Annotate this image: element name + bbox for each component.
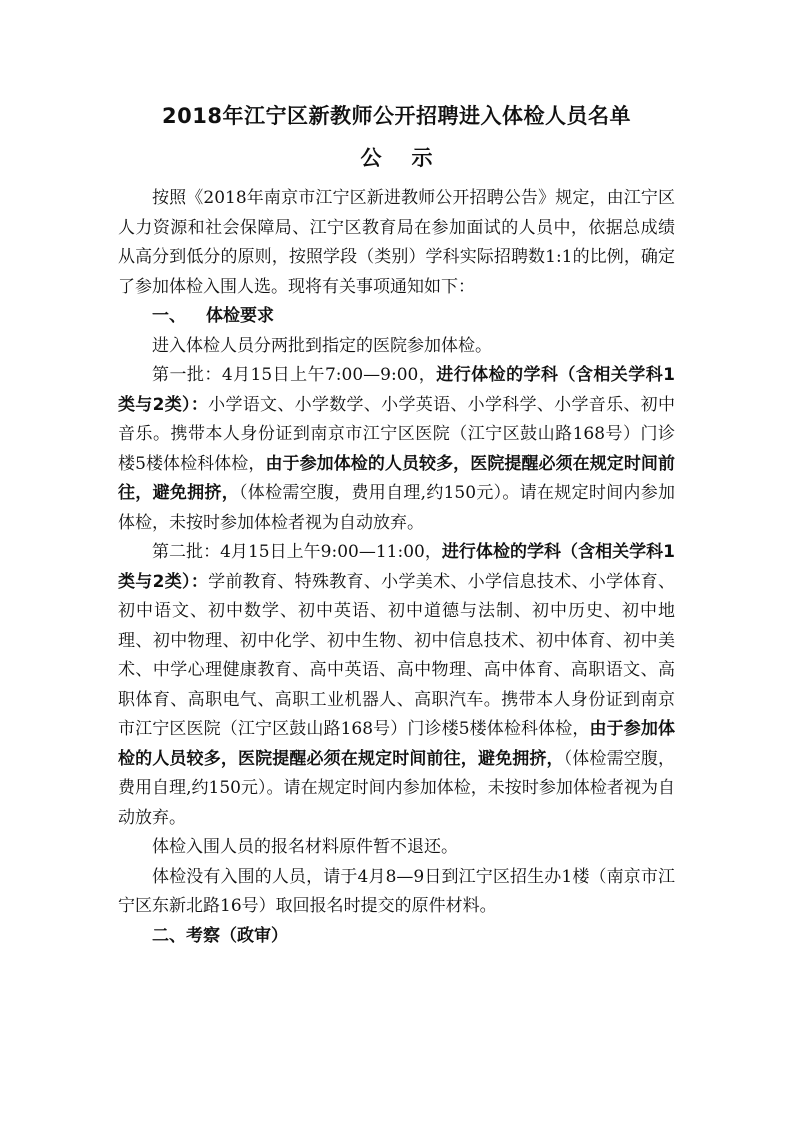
intro-paragraph: 按照《2018年南京市江宁区新进教师公开招聘公告》规定，由江宁区人力资源和社会保障局、江宁区教育局在参加面试的人员中，依据总成绩从高分到低分的原则，按照学段（类别）学科实际招聘数1:1的比例，确定了参加体检入围人选。现将有关事项通知如下： [118,188,675,297]
document-subtitle: 公示 [360,146,463,170]
section-heading-1 [118,302,675,332]
batch1-subjects-label: 进行体检的学科（含相关学科1类与2类）： [118,365,676,415]
batch2-paragraph [118,538,675,833]
batch2-notice: 由于参加体检的人员较多，医院提醒必须在规定时间前往，避免拥挤， [118,719,675,769]
batch1-paragraph [118,361,675,538]
batch1-subjects: 小学语文、小学数学、小学英语、小学科学、小学音乐、初中音乐。携带本人身份证到南京市江宁区医院（江宁区鼓山路168号）门诊楼5楼体检科体检， [118,394,675,474]
document-title: 2018年江宁区新教师公开招聘进入体检人员名单 [162,104,631,128]
batch1-lead: 第一批：4月15日上午7:00—9:00， [152,365,437,385]
batch2-subjects: 学前教育、特殊教育、小学美术、小学信息技术、小学体育、初中语文、初中数学、初中英语、初中道德与法制、初中历史、初中地理、初中物理、初中化学、初中生物、初中信息技术、初中体育、初中美术、中学心理健康教育、高中英语、高中物理、高中体育、高职语文、高职体育、高职电气、高职工业机器人、高职汽车。携带本人身份证到南京市江宁区医院（江宁区鼓山路168号）门诊楼5楼体检科体检， [118,571,675,739]
section-title: 体检要求 [206,306,274,326]
batch1-notice: 由于参加体检的人员较多，医院提醒必须在规定时间前往，避免拥挤， [118,453,675,503]
batch2-subjects-label: 进行体检的学科（含相关学科1类与2类）： [118,542,676,592]
batch2-tail: （体检需空腹，费用自理,约150元）。请在规定时间内参加体检，未按时参加体检者视为自动放弃。 [118,748,675,828]
document-body [118,184,675,951]
batches-paragraph: 进入体检人员分两批到指定的医院参加体检。 [152,335,492,356]
batch1-tail: （体检需空腹，费用自理,约150元）。请在规定时间内参加体检，未按时参加体检者视为自动放弃。 [118,483,675,533]
section-heading-2: 二、考察（政审） [152,925,288,946]
materials-paragraph: 体检入围人员的报名材料原件暂不退还。 [152,837,458,857]
return-paragraph: 体检没有入围的人员，请于4月8—9日到江宁区招生办1楼（南京市江宁区东新北路16号）取回报名时提交的原件材料。 [118,866,675,916]
batch2-lead: 第二批：4月15日上午9:00—11:00， [152,542,442,562]
section-number: 一、 [152,306,186,326]
